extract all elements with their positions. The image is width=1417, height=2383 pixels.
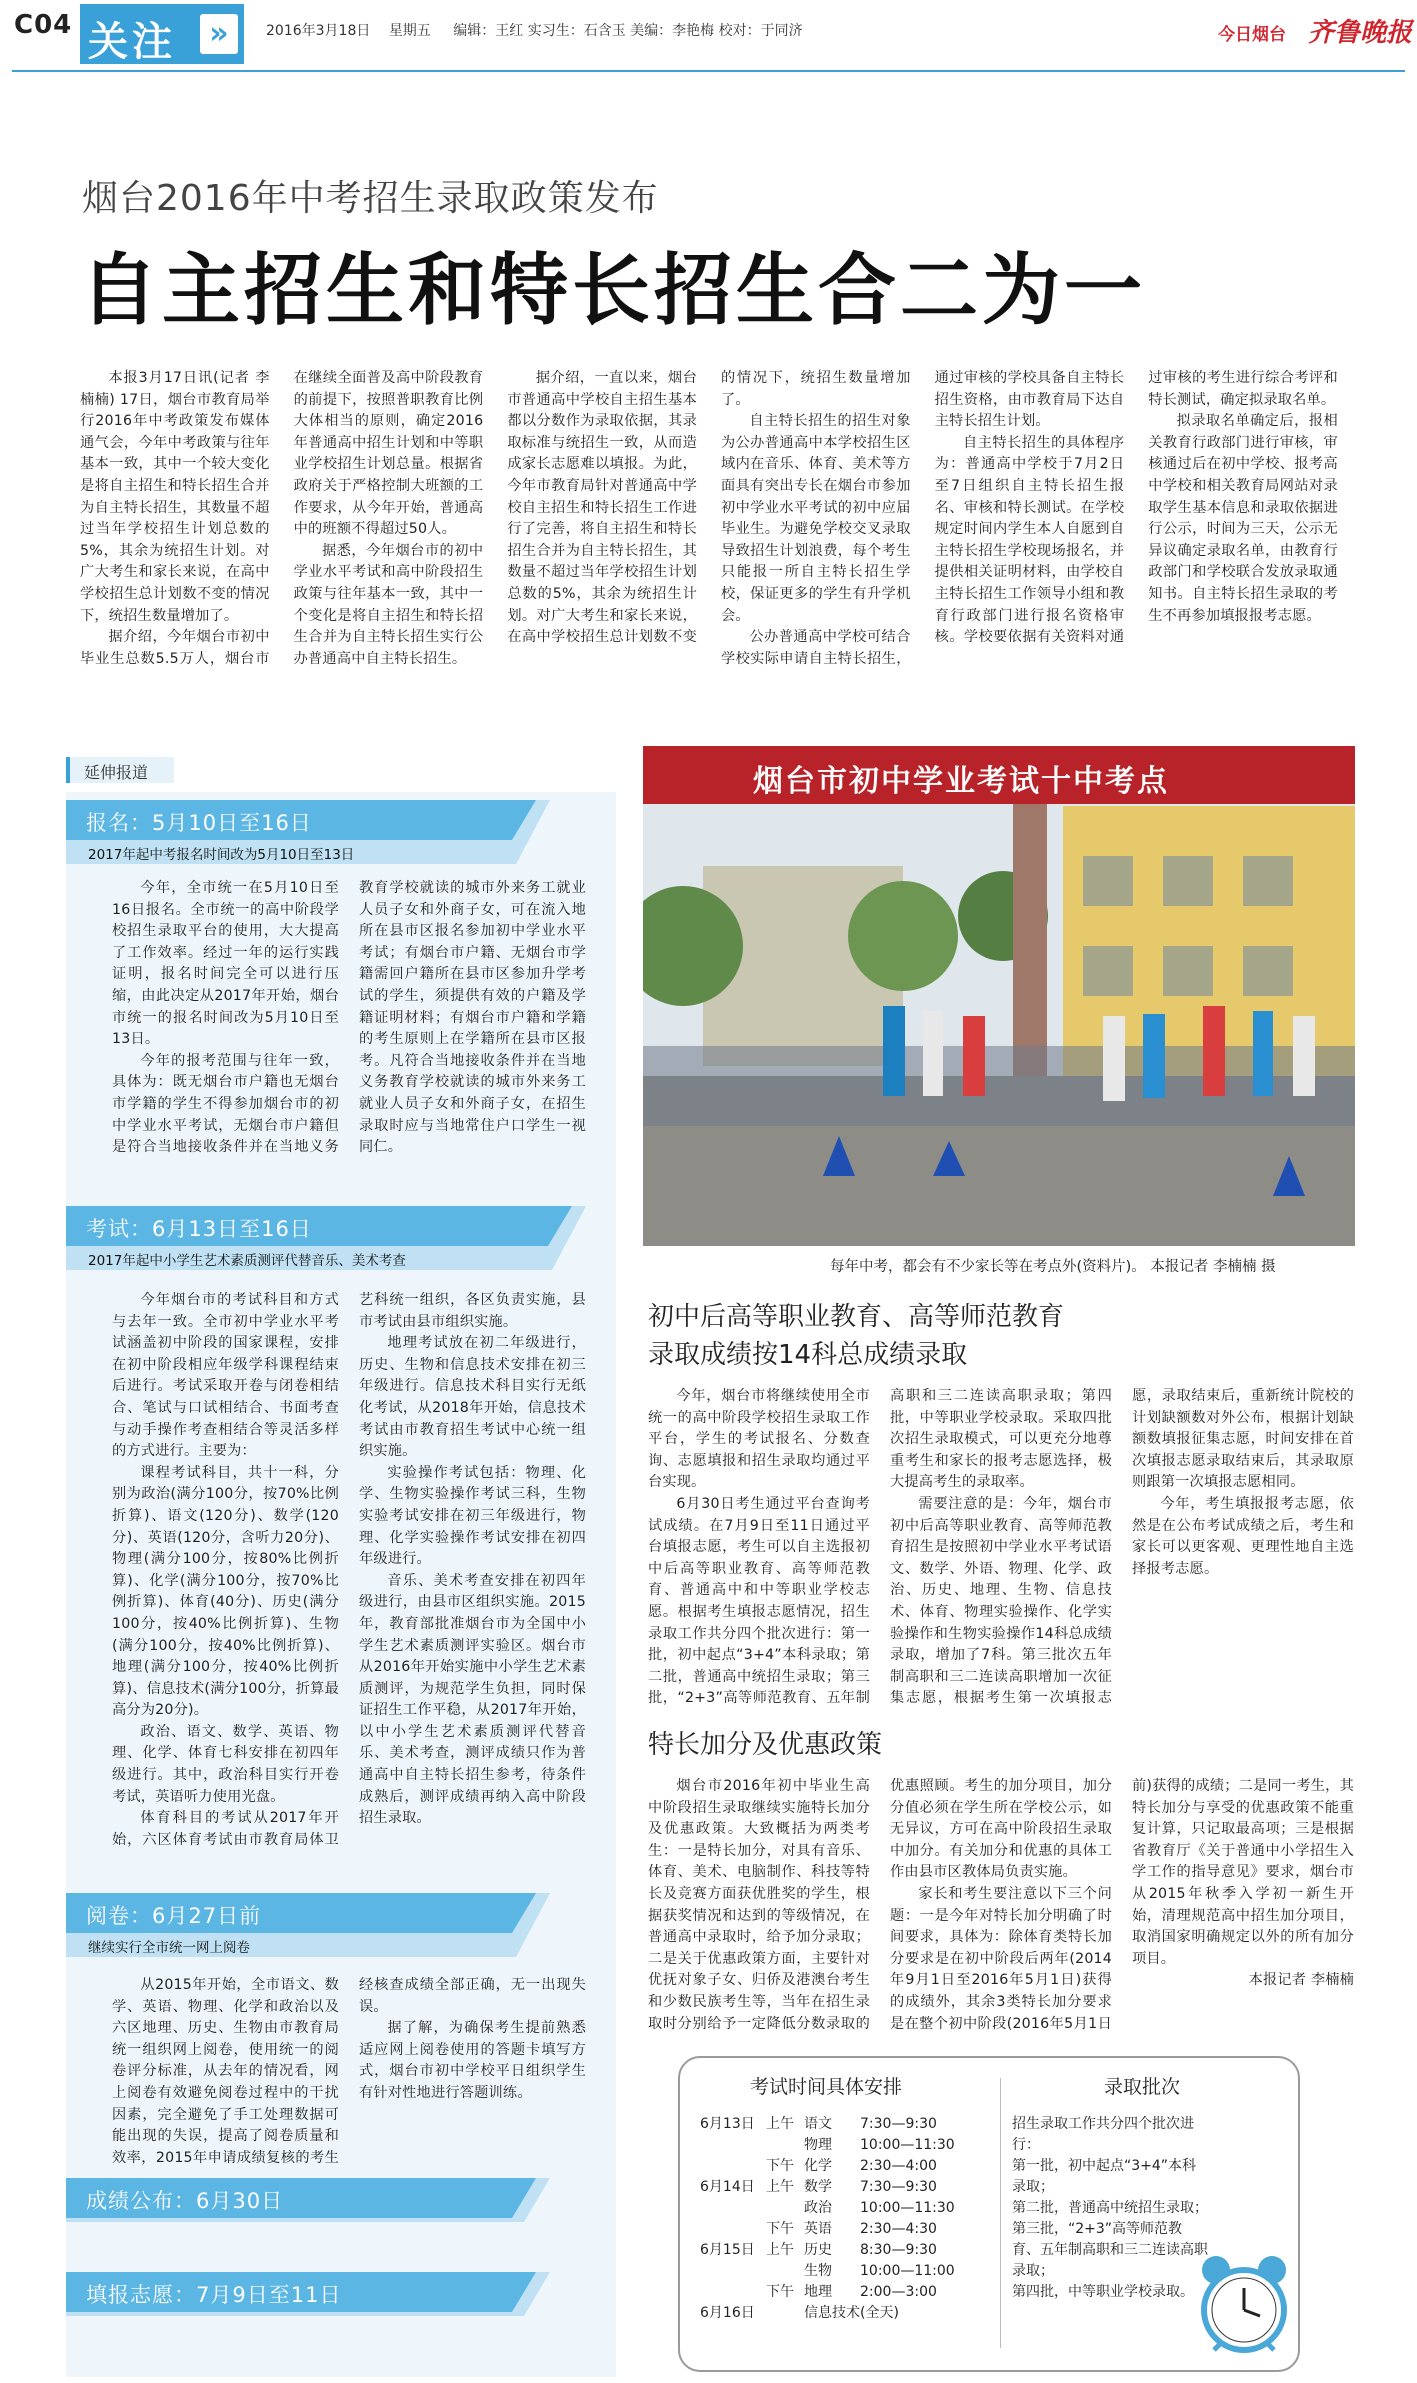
section-subtitle: 继续实行全市统一网上阅卷	[88, 1940, 250, 1956]
section-para: 今年烟台市的考试科目和方式与去年一致。全市初中学业水平考试涵盖初中阶段的国家课程，安排在初中阶段相应年级学科课程结束后进行。考试采取开卷与闭卷相结合、笔试与口试相结合、书面考查与动手操作考查相结合等灵活多样的方式进行。主要为：	[112, 1292, 339, 1460]
article2-para: 需要注意的是：今年，烟台市初中后高等职业教育、高等师范教育招生是按照初中学业水平考试语文、数学、外语、物理、化学、政治、历史、地理、生物、信息技术、体育、物理实验操作、化学实验操作和生物实验操作14科总成绩录取，增加了7科。第三批次五年制高职和三二连读高职增加一次征集志愿，根据考生第一次填报志愿，录取结束后，重新统计院校的计划缺额数对外公布，根据计划缺额数填报征集志愿，时间安排在首次填报志愿录取结束后，其录取原则跟第一次填报志愿相同。	[890, 1388, 1354, 1707]
sidebar-text-marking	[112, 1975, 586, 2175]
section-title: 考试：6月13日至16日	[86, 1217, 312, 1241]
section-para: 音乐、美术考查安排在初四年级进行，由县市区组织实施。2015年，教育部批准烟台市为全国中小学生艺术素质测评实验区。烟台市从2016年开始实施中小学生艺术素质测评，为规范学生负担，同时保证招生工作平稳，从2017年开始，以中小学生艺术素质测评代替音乐、美术考查，测评成绩只作为普通高中自主特长招生参考，待条件成熟后，测评成绩再纳入高中阶段招生录取。	[359, 1572, 586, 1827]
section-para: 课程考试科目，共十一科，分别为政治(满分100分，按70%比例折算)、语文(120分)、数学(120分)、英语(120分，含听力20分)、物理(满分100分，按80%比例折算)、化学(满分100分，按70%比例折算)、体育(40分)、历史(满分100分，按40%比例折算)、生物(满分100分，按40%比例折算)、地理(满分100分，按40%比例折算)、信息技术(满分100分，折算最高分为20分)。	[112, 1464, 339, 1719]
article2-para: 6月30日考生通过平台查询考试成绩。在7月9日至11日通过平台填报志愿，考生可以自主选报初中后高等职业教育、高等师范教育、普通高中和中等职业学校志愿。根据考生填报志愿情况，招生录取工作共分四个批次进行：第一批，初中起点“3+4”本科录取；第二批，普通高中统招生录取；第三批，“2+3”高等师范教育、五年制高职和三二连读高职录取；第四批，中等职业学校录取。采取四批次招生录取模式，可以更充分地尊重考生和家长的报考志愿选择，极大提高考生的录取率。	[648, 1388, 1112, 1707]
batch-line: 第三批，“2+3”高等师范教育、五年制高职和三二连读高职录取；	[1012, 2221, 1208, 2279]
section-para: 政治、语文、数学、英语、物理、化学、体育七科安排在初四年级进行。其中，政治科目实行开卷考试，英语听力使用光盘。	[112, 1723, 339, 1805]
article3-title: 特长加分及优惠政策	[648, 1730, 883, 1760]
lead-para: 据介绍，今年烟台市初中毕业生总数5.5万人，烟台市在继续全面普及高中阶段教育的前提下，按照普职教育比例大体相当的原则，确定2016年普通高中招生计划和中等职业学校招生计划总量。根据省政府关于严格控制大班额的工作要求，从今年开始，普通高中的班额不得超过50人。	[80, 370, 484, 667]
schedule-row: 下午 地理 2:00—3:00	[766, 2284, 937, 2300]
section-para: 体育科目的考试从2017年开始，六区体育考试由市教育局体卫艺科统一组织，各区负责实施，县市考试由县市组织实施。	[112, 1292, 586, 1848]
headline-main: 自主招生和特长招生合二为一	[80, 246, 1147, 336]
article3-body	[648, 1776, 1354, 2056]
article3-byline: 本报记者 李楠楠	[1248, 1972, 1354, 1989]
batch-line: 第四批，中等职业学校录取。	[1012, 2284, 1194, 2300]
schedule-row: 生物 10:00—11:00	[804, 2263, 955, 2279]
section-subtitle: 2017年起中考报名时间改为5月10日至13日	[88, 847, 355, 863]
lead-para: 拟录取名单确定后，报相关教育行政部门进行审核，审核通过后在初中学校、报考高中学校和相关教育局网站对录取学生基本信息和录取依据进行公示，时间为三天，公示无异议确定录取名单，由教育行政部门和学校联合发放录取通知书。自主特长招生录取的考生不再参加填报报考志愿。	[1148, 413, 1338, 624]
header-rule	[12, 70, 1405, 72]
schedule-row: 下午 化学 2:30—4:00	[766, 2158, 937, 2174]
photo-caption: 每年中考，都会有不少家长等在考点外(资料片)。 本报记者 李楠楠 摄	[830, 1259, 1276, 1275]
batches-list	[1012, 2114, 1208, 2303]
schedule-divider	[1000, 2078, 1001, 2348]
section-para: 地理考试放在初二年级进行，历史、生物和信息技术安排在初三年级进行。信息技术科目实行无纸化考试，从2018年开始，信息技术考试由市教育招生考试中心统一组织实施。	[359, 1335, 586, 1460]
section-title: 填报志愿：7月9日至11日	[86, 2283, 342, 2307]
section-title: 报名：5月10日至16日	[86, 811, 312, 835]
schedule-row: 政治 10:00—11:30	[804, 2200, 955, 2216]
section-label: 关注	[88, 19, 176, 65]
section-para: 实验操作考试包括：物理、化学、生物实验操作考试三科，生物实验考试安排在初三年级进行，物理、化学实验操作考试安排在初四年级进行。	[359, 1464, 586, 1568]
schedule-box	[678, 2056, 1300, 2372]
batch-line: 招生录取工作共分四个批次进行：	[1012, 2116, 1194, 2153]
lead-article	[80, 368, 1338, 686]
schedule-row: 6月13日 上午 语文 7:30—9:30	[700, 2116, 937, 2132]
double-chevron-icon: »	[200, 14, 238, 54]
page-number: C04	[14, 10, 73, 40]
schedule-row: 物理 10:00—11:30	[804, 2137, 955, 2153]
section-para: 今年的报考范围与往年一致，具体为：既无烟台市户籍也无烟台市学籍的学生不得参加烟台市的初中学业水平考试，无烟台市户籍但是符合当地接收条件并在当地义务教育学校就读的城市外来务工就业人员子女和外商子女，可在流入地所在县市区报名参加初中学业水平考试；有烟台市户籍、无烟台市学籍需回户籍所在县市区参加升学考试的学生，须提供有效的户籍及学籍证明材料；有烟台市户籍和学籍的考生原则上在学籍所在县市区报考。凡符合当地接收条件并在当地义务教育学校就读的城市外来务工就业人员子女和外商子女，在招生录取时应与当地常住户口学生一视同仁。	[112, 880, 586, 1156]
header-date	[266, 20, 803, 40]
lead-para: 公办普通高中学校可结合学校实际申请自主特长招生，通过审核的学校具备自主特长招生资格，由市教育局下达自主特长招生计划。	[720, 370, 1125, 667]
photo-illustration	[643, 746, 1355, 1246]
section-para: 今年，全市统一在5月10日至16日报名。全市统一的高中阶段学校招生录取平台的使用，大大提高了工作效率。经过一年的运行实践证明，报名时间完全可以进行压缩，由此决定从2017年开始，烟台市统一的报名时间改为5月10日至13日。	[112, 880, 339, 1048]
brand-logo: 齐鲁晚报	[1308, 18, 1413, 48]
article2-para: 今年，考生填报报考志愿，依然是在公布考试成绩之后，考生和家长可以更客观、更理性地自主选择报考志愿。	[1132, 1495, 1354, 1577]
lead-para: 本报3月17日讯(记者 李楠楠) 17日，烟台市教育局举行2016年中考政策发布媒体通气会，今年中考政策与往年基本一致，其中一个较大变化是将自主招生和特长招生合并为自主特长招生，其数量不超过当年学校招生计划总数的5%，其余为统招生计划。对广大考生和家长来说，在高中学校招生总计划数不变的情况下，统招生数量增加了。	[80, 370, 270, 624]
alarm-clock-icon	[1194, 2252, 1294, 2362]
lead-para: 据悉，今年烟台市的初中学业水平考试和高中阶段招生政策与往年基本一致，其中一个变化是将自主招生和特长招生合并为自主特长招生实行公办普通高中自主特长招生。	[293, 542, 484, 667]
exam-site-photo	[643, 746, 1355, 1246]
schedule-row: 6月16日 信息技术(全天)	[700, 2305, 899, 2321]
schedule-row: 6月14日 上午 数学 7:30—9:30	[700, 2179, 937, 2195]
batches-title: 录取批次	[1104, 2076, 1181, 2098]
schedule-row: 6月15日 上午 历史 8:30—9:30	[700, 2242, 937, 2258]
sidebar-text-registration	[112, 878, 586, 1178]
article2-body	[648, 1386, 1354, 1716]
sidebar-label-text: 延伸报道	[84, 763, 149, 782]
schedule-table	[700, 2114, 1000, 2324]
batch-line: 第二批，普通高中统招生录取；	[1012, 2200, 1208, 2216]
article2-title-line2: 录取成绩按14科总成绩录取	[648, 1340, 968, 1370]
schedule-title: 考试时间具体安排	[750, 2076, 903, 2098]
weekday-text: 星期五	[388, 23, 431, 39]
section-para: 从2015年开始，全市语文、数学、英语、物理、化学和政治以及六区地理、历史、生物由市教育局统一组织网上阅卷，使用统一的阅卷评分标准，从去年的情况看，网上阅卷有效避免阅卷过程中的干扰因素，完全避免了手工处理数据可能出现的失误，提高了阅卷质量和效率，2015年申请成绩复核的考生经核查成绩全部正确，无一出现失误。	[112, 1977, 586, 2166]
header-tagline: 今日烟台	[1218, 25, 1286, 45]
article3-para: 烟台市2016年初中毕业生高中阶段招生录取继续实施特长加分及优惠政策。大致概括为两类考生：一是特长加分，对具有音乐、体育、美术、电脑制作、科技等特长及竞赛方面获优胜奖的学生，根据获奖情况和达到的等级情况，在普通高中录取时，给予加分录取；二是关于优惠政策方面，主要针对优抚对象子女、归侨及港澳台考生和少数民族考生等，当年在招生录取时分别给予一定降低分数录取的优惠照顾。考生的加分项目，加分分值必须在学生所在学校公示，如无异议，方可在高中阶段招生录取中加分。有关加分和优惠的具体工作由县市区教体局负责实施。	[648, 1778, 1112, 2032]
sidebar-label	[66, 757, 174, 783]
section-subtitle: 2017年起中小学生艺术素质测评代替音乐、美术考查	[88, 1253, 406, 1269]
photo-banner-text: 烟台市初中学业考试十中考点	[753, 764, 1169, 799]
lead-para: 自主特长招生的具体程序为：普通高中学校于7月2日至7日组织自主特长招生报名、审核和特长测试。在学校规定时间内学生本人自愿到自主特长招生学校现场报名，并提供相关证明材料，由学校自主特长招生工作领导小组和教育行政部门进行报名资格审核。学校要依据有关资料对通过审核的考生进行综合考评和特长测试，确定拟录取名单。	[934, 370, 1338, 646]
batch-line: 第一批，初中起点“3+4”本科录取；	[1012, 2158, 1197, 2195]
date-text: 2016年3月18日	[266, 23, 371, 39]
article2-title-line1: 初中后高等职业教育、高等师范教育	[648, 1302, 1065, 1332]
page-header	[0, 0, 1417, 82]
sidebar-text-exam	[112, 1290, 586, 1860]
section-title: 阅卷：6月27日前	[86, 1904, 262, 1928]
section-title: 成绩公布：6月30日	[86, 2189, 284, 2213]
article2-para: 今年，烟台市将继续使用全市统一的高中阶段学校招生录取工作平台，学生的考试报名、分数查询、志愿填报和招生录取均通过平台实现。	[648, 1388, 870, 1491]
schedule-row: 下午 英语 2:30—4:30	[766, 2221, 937, 2237]
lead-para: 据介绍，一直以来，烟台市普通高中学校自主招生基本都以分数作为录取依据，其录取标准与统招生一致，从而造成家长志愿难以填报。为此，今年市教育局针对普通高中学校自主招生和特长招生工作进行了完善，将自主招生和特长招生合并为自主特长招生，其数量不超过当年学校招生计划总数的5%，其余为统招生计划。对广大考生和家长来说，在高中学校招生总计划数不变的情况下，统招生数量增加了。	[507, 370, 911, 646]
section-badge	[80, 4, 244, 64]
lead-para: 自主特长招生的招生对象为公办普通高中本学校招生区域内在音乐、体育、美术等方面具有突出专长在烟台市参加初中学业水平考试的初中应届毕业生。为避免学校交叉录取导致招生计划浪费，每个考生只能报一所自主特长招生学校，保证更多的学生有升学机会。	[720, 413, 911, 624]
credits-text: 编辑：王红 实习生：石含玉 美编：李艳梅 校对：于同济	[453, 23, 803, 39]
article2-title	[648, 1298, 1064, 1374]
headline-kicker: 烟台2016年中考招生录取政策发布	[82, 178, 659, 219]
section-para: 据了解，为确保考生提前熟悉适应网上阅卷使用的答题卡填写方式，烟台市初中学校平日组织学生有针对性地进行答题训练。	[359, 2020, 586, 2101]
article3-para: 家长和考生要注意以下三个问题：一是今年对特长加分明确了时间要求，具体为：除体育类特长加分要求是在初中阶段后两年(2014年9月1日至2016年5月1日)获得的成绩外，其余3类特长加分要求是在整个初中阶段(2016年5月1日前)获得的成绩；二是同一考生，其特长加分与享受的优惠政策不能重复计算，只记取最高项；三是根据省教育厅《关于普通中小学招生入学工作的指导意见》要求，烟台市从2015年秋季入学初一新生开始，清理规范高中招生加分项目，取消国家明确规定以外的所有加分项目。	[890, 1778, 1354, 2032]
